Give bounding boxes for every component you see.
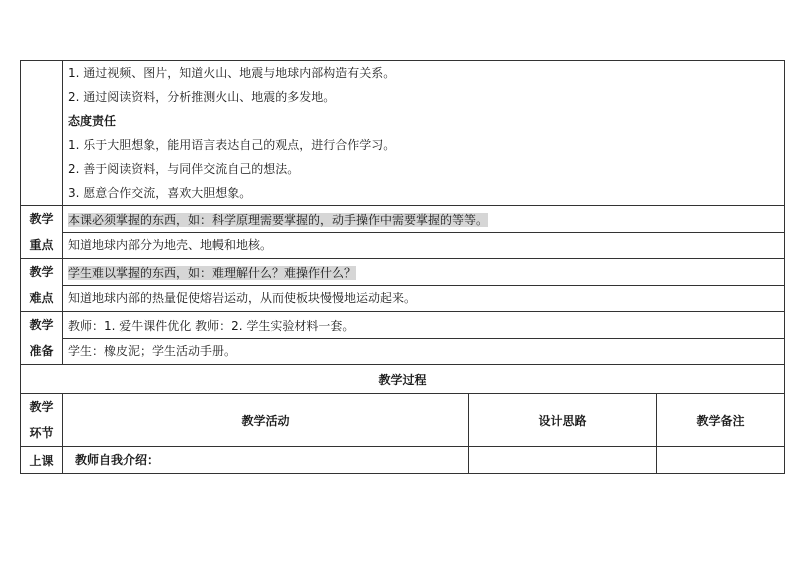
key-points-content [63,206,785,259]
key-points-text: 知道地球内部分为地壳、地幔和地核。 [63,232,784,257]
stage-header: 教学 环节 [21,394,63,447]
key-points-row [21,206,785,259]
process-title-row [21,365,785,394]
process-title: 教学过程 [21,365,785,394]
process-notes [657,447,785,474]
process-row [21,447,785,474]
difficulties-label: 教学 难点 [21,259,63,312]
difficulties-prompt: 学生难以掌握的东西，如：难理解什么？难操作什么？ [68,265,357,280]
goals-label-cell [21,61,63,206]
attitude-line: 1. 乐于大胆想象，能用语言表达自己的观点，进行合作学习。 [68,138,396,152]
goal-line: 2. 通过阅读资料，分析推测火山、地震的多发地。 [68,90,336,104]
preparation-student: 学生：橡皮泥；学生活动手册。 [63,338,784,363]
activity-header: 教学活动 [63,394,469,447]
process-header-row [21,394,785,447]
attitude-heading: 态度责任 [68,114,117,128]
attitude-line: 3. 愿意合作交流，喜欢大胆想象。 [68,186,252,200]
goals-row [21,61,785,206]
preparation-teacher: 教师：1. 爱牛课件优化 教师：2. 学生实验材料一套。 [68,318,355,333]
key-points-prompt: 本课必须掌握的东西，如：科学原理需要掌握的，动手操作中需要掌握的等等。 [68,212,489,227]
preparation-row [21,312,785,365]
attitude-line: 2. 善于阅读资料，与同伴交流自己的想法。 [68,162,300,176]
key-points-label: 教学 重点 [21,206,63,259]
difficulties-text: 知道地球内部的热量促使熔岩运动，从而使板块慢慢地运动起来。 [63,285,784,310]
difficulties-content [63,259,785,312]
lesson-plan-table [20,60,785,474]
goals-content-cell [63,61,785,206]
difficulties-row [21,259,785,312]
design-header: 设计思路 [469,394,657,447]
preparation-content [63,312,785,365]
process-design [469,447,657,474]
goal-line: 1. 通过视频、图片，知道火山、地震与地球内部构造有关系。 [68,66,396,80]
process-stage: 上课 [21,447,63,474]
preparation-label: 教学 准备 [21,312,63,365]
notes-header: 教学备注 [657,394,785,447]
process-activity: 教师自我介绍： [63,447,469,474]
